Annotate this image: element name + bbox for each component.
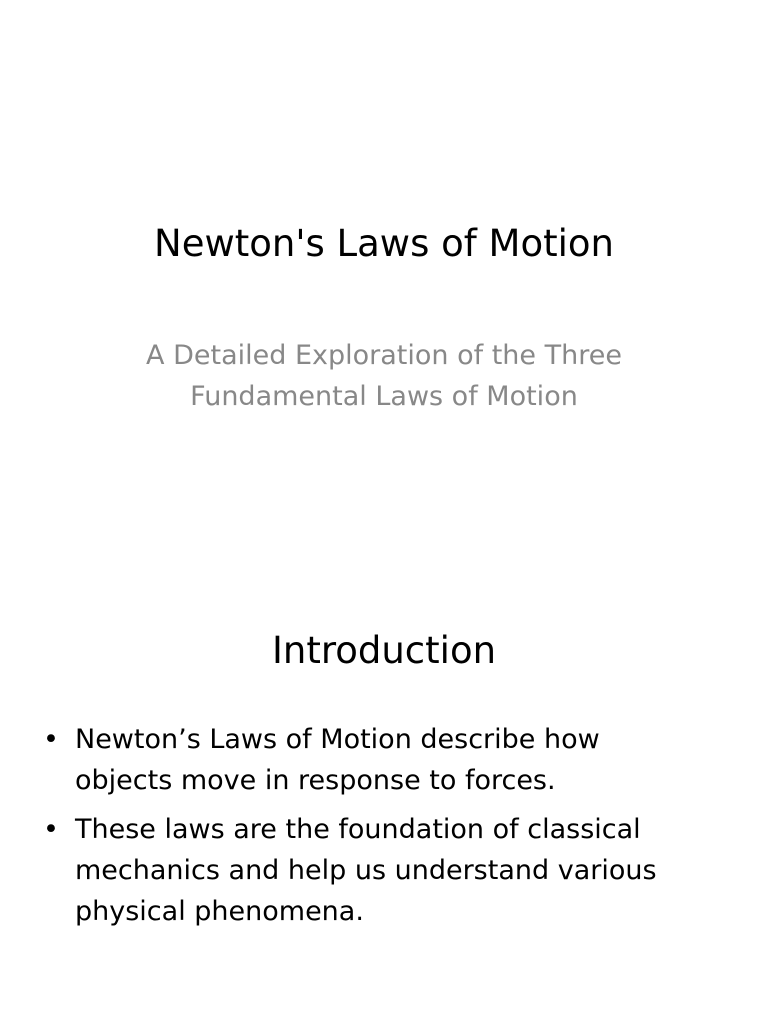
bullet-item [43,719,703,801]
bullet-text: These laws are the foundation of classical mechanics and help us understand various physical phenomena. [75,814,657,927]
section-title: Introduction [271,629,497,672]
bullet-icon: • [43,724,59,755]
bullet-icon: • [43,814,59,845]
slide-subtitle: A Detailed Exploration of the Three Fundamental Laws of Motion [146,340,622,412]
bullet-text: Newton’s Laws of Motion describe how objects move in response to forces. [75,724,600,796]
bullet-item [43,809,703,932]
bullet-list [43,719,703,940]
slide-title: Newton's Laws of Motion [154,222,614,265]
introduction-slide [0,512,768,1024]
